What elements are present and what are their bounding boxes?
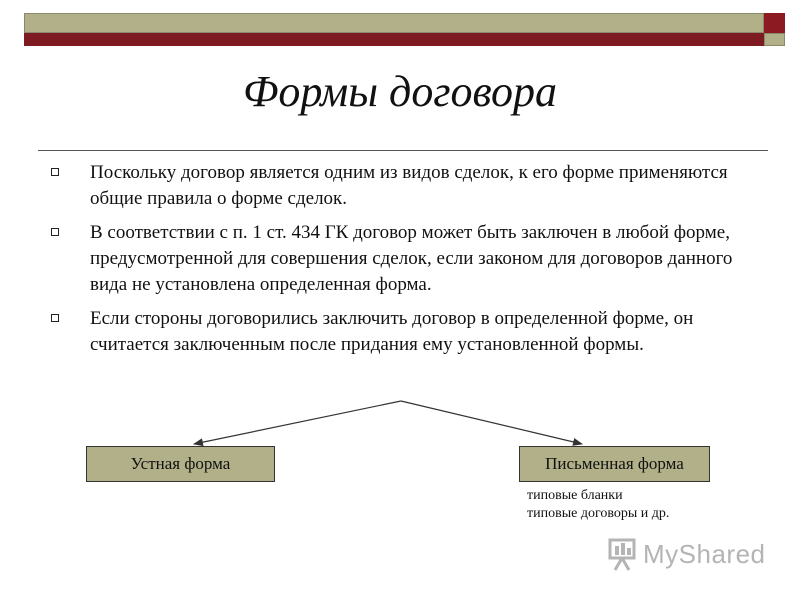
square-bullet-icon xyxy=(51,314,59,322)
arrow-to-written xyxy=(401,401,582,444)
watermark-logo xyxy=(607,536,766,572)
title-divider xyxy=(38,150,768,151)
written-form-box: Письменная форма xyxy=(519,446,710,482)
bullet-text: Поскольку договор является одним из видов сделок, к его форме применяются общие правила о форме сделок. xyxy=(90,162,728,209)
bullet-item xyxy=(48,220,738,298)
top-bar-olive xyxy=(24,13,764,33)
written-examples xyxy=(527,488,707,524)
square-bullet-icon xyxy=(51,168,59,176)
bullet-item xyxy=(48,306,738,358)
presentation-board-icon xyxy=(607,537,637,571)
bullet-text: В соответствии с п. 1 ст. 434 ГК договор может быть заключен в любой форме, предусмотренной для совершения сделок, если законом для договоров данного вида не установлена определенная форма. xyxy=(90,222,733,295)
bullet-list xyxy=(48,160,738,366)
top-bar-maroon xyxy=(24,33,764,46)
example-line: типовые бланки xyxy=(527,488,623,503)
watermark-text: MyShared xyxy=(643,538,766,569)
square-bullet-icon xyxy=(51,228,59,236)
bullet-item xyxy=(48,160,738,212)
arrow-to-oral xyxy=(194,401,401,444)
corner-block-olive xyxy=(764,33,785,46)
corner-block-red xyxy=(764,13,785,33)
oral-form-box: Устная форма xyxy=(86,446,275,482)
slide-title: Формы договора xyxy=(242,67,557,116)
bullet-text: Если стороны договорились заключить договор в определенной форме, он считается заключенным после придания ему установленной формы. xyxy=(90,308,694,355)
example-line: типовые договоры и др. xyxy=(527,506,670,521)
